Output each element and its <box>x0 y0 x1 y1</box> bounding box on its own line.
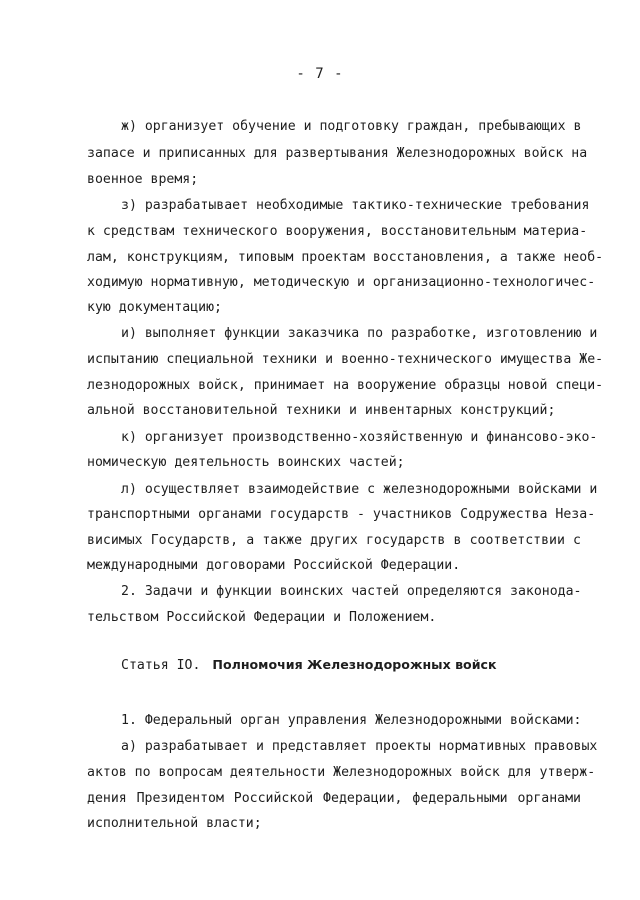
text-line: а) разрабатывает и представляет проекты нормативных правовых <box>121 739 598 754</box>
text-line: к) организует производственно-хозяйственную и финансово-эко- <box>121 430 598 445</box>
text-line: висимых Государств, а также других государств в соответствии с <box>87 533 581 548</box>
text-line: исполнительной власти; <box>87 816 262 831</box>
text-line: и) выполняет функции заказчика по разработке, изготовлению и <box>121 326 598 341</box>
text-line: актов по вопросам деятельности Железнодорожных войск для утверж- <box>87 765 596 780</box>
text-line: военное время; <box>87 172 199 187</box>
article-heading <box>121 656 497 675</box>
article-label: Статья IO. <box>121 658 201 673</box>
text-line: номическую деятельность воинских частей; <box>87 455 405 470</box>
text-line: альной восстановительной техники и инвентарных конструкций; <box>87 403 556 418</box>
text-line: 2. Задачи и функции воинских частей определяются законода- <box>121 584 582 599</box>
text-line: международными договорами Российской Федерации. <box>87 558 461 573</box>
text-line: ж) организует обучение и подготовку граждан, пребывающих в <box>121 119 582 134</box>
text-line: к средствам технического вооружения, восстановительным материа- <box>87 224 588 239</box>
text-line: транспортными органами государств - участников Содружества Неза- <box>87 507 596 522</box>
text-line: ходимую нормативную, методическую и организационно-технологичес- <box>87 275 596 290</box>
text-line: кую документацию; <box>87 300 222 315</box>
text-line: л) осуществляет взаимодействие с железнодорожными войсками и <box>121 482 598 497</box>
text-line: запасе и приписанных для развертывания Железнодорожных войск на <box>87 146 588 161</box>
article-title: Полномочия Железнодорожных войск <box>212 657 497 672</box>
text-line: лам, конструкциям, типовым проектам восстановления, а также необ- <box>87 250 604 265</box>
text-line: тельством Российской Федерации и Положением. <box>87 610 437 625</box>
page-number: - 7 - <box>296 66 344 82</box>
text-line: дения Президентом Российской Федерации, федеральными органами <box>87 791 581 806</box>
text-line: 1. Федеральный орган управления Железнодорожными войсками: <box>121 713 582 728</box>
text-line: лезнодорожных войск, принимает на вооружение образцы новой специ- <box>87 378 604 393</box>
text-line: испытанию специальной техники и военно-технического имущества Же- <box>87 352 604 367</box>
text-line: з) разрабатывает необходимые тактико-технические требования <box>121 198 590 213</box>
